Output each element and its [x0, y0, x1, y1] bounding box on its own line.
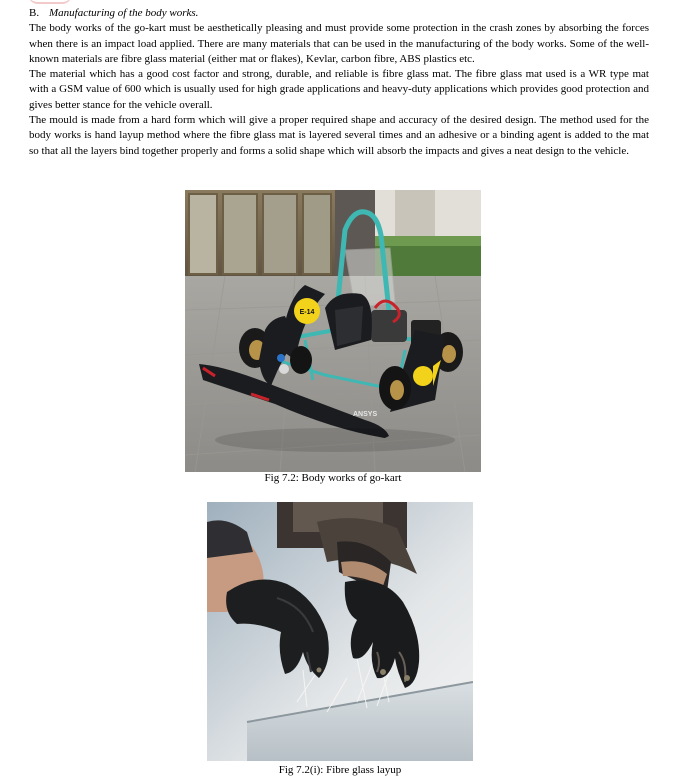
section-number: B.	[29, 7, 40, 19]
paragraph-mould-method: The mould is made from a hard form which will give a proper required shape and accuracy of the desired design. The method used for the body works is hand layup method where the fibre glass mat is layered several times and an adhesive or a binding agent is added to the mat so that all the layers bind together properly and forms a solid shape which will absorb the impacts and gives a neat design to the vehicle.	[29, 114, 649, 157]
section-heading	[29, 6, 649, 21]
body-text	[29, 6, 649, 159]
go-kart-photo	[185, 190, 481, 472]
figure-caption-fibre-glass-layup: Fig 7.2(i): Fibre glass layup	[278, 764, 402, 776]
paragraph-materials: The body works of the go-kart must be aesthetically pleasing and must provide some protection in the crash zones by absorbing the forces when there is an impact load applied. There are many materials that can be used in the manufacturing of the body works. Some of the well-known materials are fibre glass material (either mat or flakes), Kevlar, carbon fibre, ABS plastics etc.	[29, 22, 649, 65]
section-title: Manufacturing of the body works.	[49, 7, 199, 19]
figure-caption-go-kart: Fig 7.2: Body works of go-kart	[264, 472, 402, 484]
sponsor-label: ANSYS	[353, 411, 378, 418]
fibre-glass-layup-photo	[207, 502, 473, 761]
page-top-mark	[28, 0, 72, 4]
paragraph-fibre-glass-mat: The material which has a good cost factor and strong, durable, and reliable is fibre glass mat. The fibre glass mat used is a WR type mat with a GSM value of 600 which is usually used for high grade applications and heavy-duty applications which provides good protection and gives better stance for the vehicle overall.	[29, 68, 649, 111]
kart-number-label: E-14	[299, 309, 315, 316]
